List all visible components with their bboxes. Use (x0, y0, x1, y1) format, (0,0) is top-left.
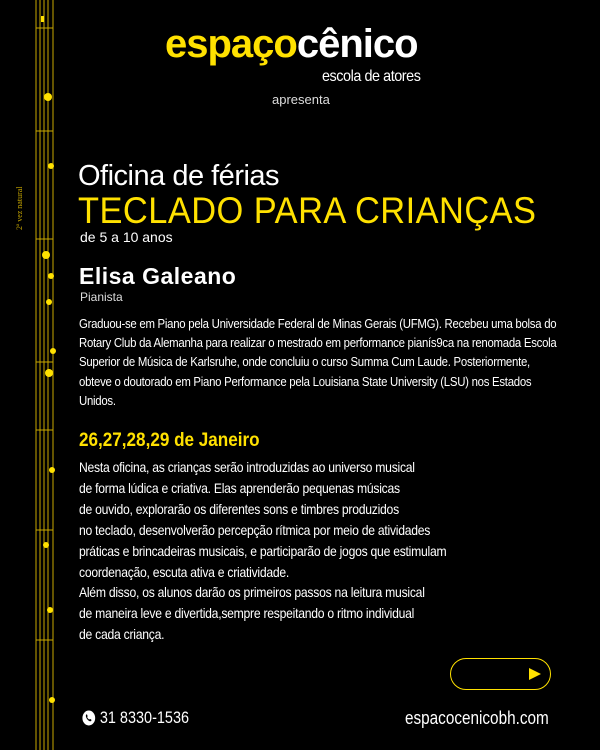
next-arrow-button[interactable] (450, 658, 551, 690)
title-line2: TECLADO PARA CRIANÇAS (78, 190, 537, 231)
phone-contact[interactable] (82, 708, 189, 728)
teacher-bio: Graduou-se em Piano pela Universidade Federal de Minas Gerais (UFMG). Recebeu uma bolsa do Rotary Club da Alemanha para realizar o mestrado em performance pianís9ca na renomada Escola Superior de Música de Karlsruhe, onde concluiu o curso Summa Cum Laude. Posteriormente, obteve o doutorado em Piano Performance pela Louisiana State University (LSU) nos Estados Unidos. (79, 316, 557, 408)
arrow-right-icon (451, 659, 552, 691)
teacher-name: Elisa Galeano (79, 263, 237, 289)
website-link[interactable]: espacocenicobh.com (405, 708, 549, 728)
workshop-description: Nesta oficina, as crianças serão introduzidas ao universo musical de forma lúdica e criativa. Elas aprenderão pequenas músicas de ouvido, explorarão os diferentes sons e timbres produzidos no teclado, desenvolverão percepção rítmica por meio de atividades práticas e brincadeiras musicais, e participarão de jogos que estimulam coordenação, escuta ativa e criatividade. Além disso, os alunos darão os primeiros passos na leitura musical de maneira leve e divertida,sempre respeitando o ritmo individual de cada criança. (79, 459, 447, 643)
logo-part1: espaço (165, 22, 297, 66)
whatsapp-icon (82, 710, 96, 726)
logo-part2: cênico (296, 22, 418, 66)
logo-subtitle: escola de atores (322, 68, 421, 85)
title-line1: Oficina de férias (78, 160, 280, 192)
age-range: de 5 a 10 anos (80, 229, 173, 245)
logo (165, 22, 418, 67)
phone-number: 31 8330-1536 (99, 708, 190, 727)
staff-annotation: 2ª vez natural (15, 186, 24, 230)
workshop-dates: 26,27,28,29 de Janeiro (79, 430, 260, 451)
teacher-role: Pianista (80, 290, 123, 304)
presents-label: apresenta (272, 92, 330, 107)
music-staff-decoration (30, 0, 70, 750)
